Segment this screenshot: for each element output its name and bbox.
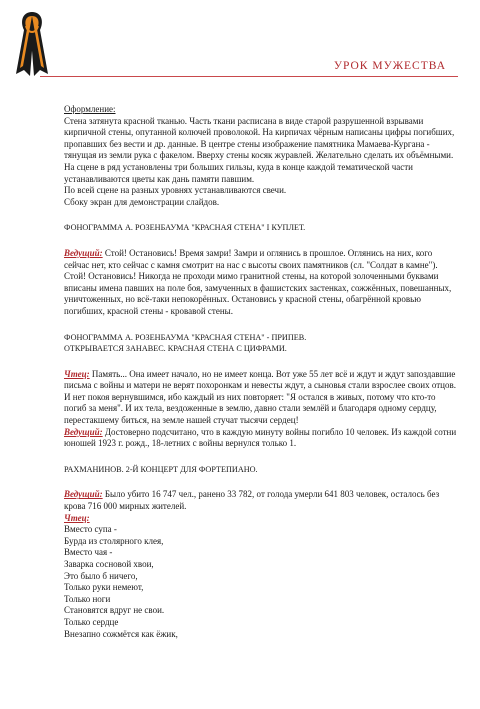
poem-line: Бурда из столярного клея, [64,535,164,546]
header-divider [40,76,458,77]
poem [64,524,458,640]
section-title-decor: Оформление: [64,104,116,114]
speaker-label: Ведущий: [64,247,103,258]
poem-line: Вместо супа - [64,524,117,535]
stage-cue-curtain: ОТКРЫВАЕТСЯ ЗАНАВЕС. КРАСНАЯ СТЕНА С ЦИФРАМИ. [64,344,287,354]
poem-line: Заварка сосновой хвои, [64,559,154,569]
host-speech-2 [64,427,458,450]
poem-line: Только сердце [64,616,119,627]
speech-text: Было убито 16 747 чел., ранено 33 782, от голода умерли 641 803 человек, осталось без крова 716 000 мирных жителей. [64,489,440,512]
reader-speech-1 [64,369,458,427]
poem-line: Это было б ничего, [64,570,138,581]
decor-screen-line: Сбоку экран для демонстрации слайдов. [64,196,220,207]
decor-description: Стена затянута красной тканью. Часть ткани расписана в виде старой разрушенной взрывами кирпичной стены, опутанной колючей проволокой. На кирпичах чёрным написаны цифры погибших, пропавших без вести и др. данные. В центре стены изображение памятника Мамаева-Кургана - тянущая из земли рука с факелом. Вверху стены косяк журавлей. Желательно сделать их объёмными. На сцене в ряд установлены три больших гильзы, куда в конце каждой тематической части устанавливаются цветы как дань памяти павшим. [64,115,455,184]
decor-candles-line: По всей сцене на разных уровнях устанавливаются свечи. [64,185,287,196]
stage-cue-song-chorus: ФОНОГРАММА А. РОЗЕНБАУМА "КРАСНАЯ СТЕНА" - ПРИПЕВ. [64,332,307,342]
stage-cue-rachmaninov: РАХМАНИНОВ. 2-Й КОНЦЕРТ ДЛЯ ФОРТЕПИАНО. [64,464,258,474]
speech-text: Достоверно подсчитано, что в каждую минуту войны погибло 10 человек. Из каждой сотни юношей 1923 г. рожд., 18-летних с войны вернулся только 1. [64,426,457,449]
speaker-label: Чтец: [64,368,90,379]
poem-line: Только руки немеют, [64,582,144,593]
poem-line: Только ноги [64,593,111,604]
speech-text: Память... Она имеет начало, но не имеет конца. Вот уже 55 лет всё и ждут и ждут запоздавшие письма с войны и матери не верят похоронкам и невесты ждут, а сыновья стали взрослее своих отцов. И нет покоя вернувшимся, ибо каждый из них повторяет: "Я остался в живых, потому что кто-то погиб за меня". И их тела, вездоженные в землю, давно стали землёй и благодаря одному сердцу, перестакшему биться, на земле нашей стучат тысячи сердец! [64,368,456,426]
speaker-label: Ведущий: [64,489,103,500]
speech-text: Стой! Остановись! Время замри! Замри и оглянись в прошлое. Оглянись на них, кого сейчас нет, кто сейчас с камня смотрит на нас с высоты своих памятников (сл. "Солдат в камне"). Стой! Остановись! Никогда не проходи мимо гранитной стены, на которой золоченными буквами вписаны имена павших на поле боя, замученных в фашистских застенках, сожжённых, повешанных, уничтоженных, но всё-таки непокорённых. Остановись у красной стены, обагрённой кровью погибших, красной стены - кровавой стены. [64,247,452,316]
poem-line: Становятся вдруг не свои. [64,605,165,616]
poem-line: Вместо чая - [64,547,113,558]
page-header-title: УРОК МУЖЕСТВА [333,60,446,72]
speaker-label: Ведущий: [64,426,103,437]
speaker-label-reader: Чтец: [64,512,90,523]
host-speech-3 [64,489,458,512]
poem-line: Внезапно сожмётся как ёжик, [64,628,178,639]
stage-cue-song-verse: ФОНОГРАММА А. РОЗЕНБАУМА "КРАСНАЯ СТЕНА" I КУПЛЕТ. [64,223,306,233]
host-speech-1 [64,248,458,318]
document-body [64,104,458,640]
